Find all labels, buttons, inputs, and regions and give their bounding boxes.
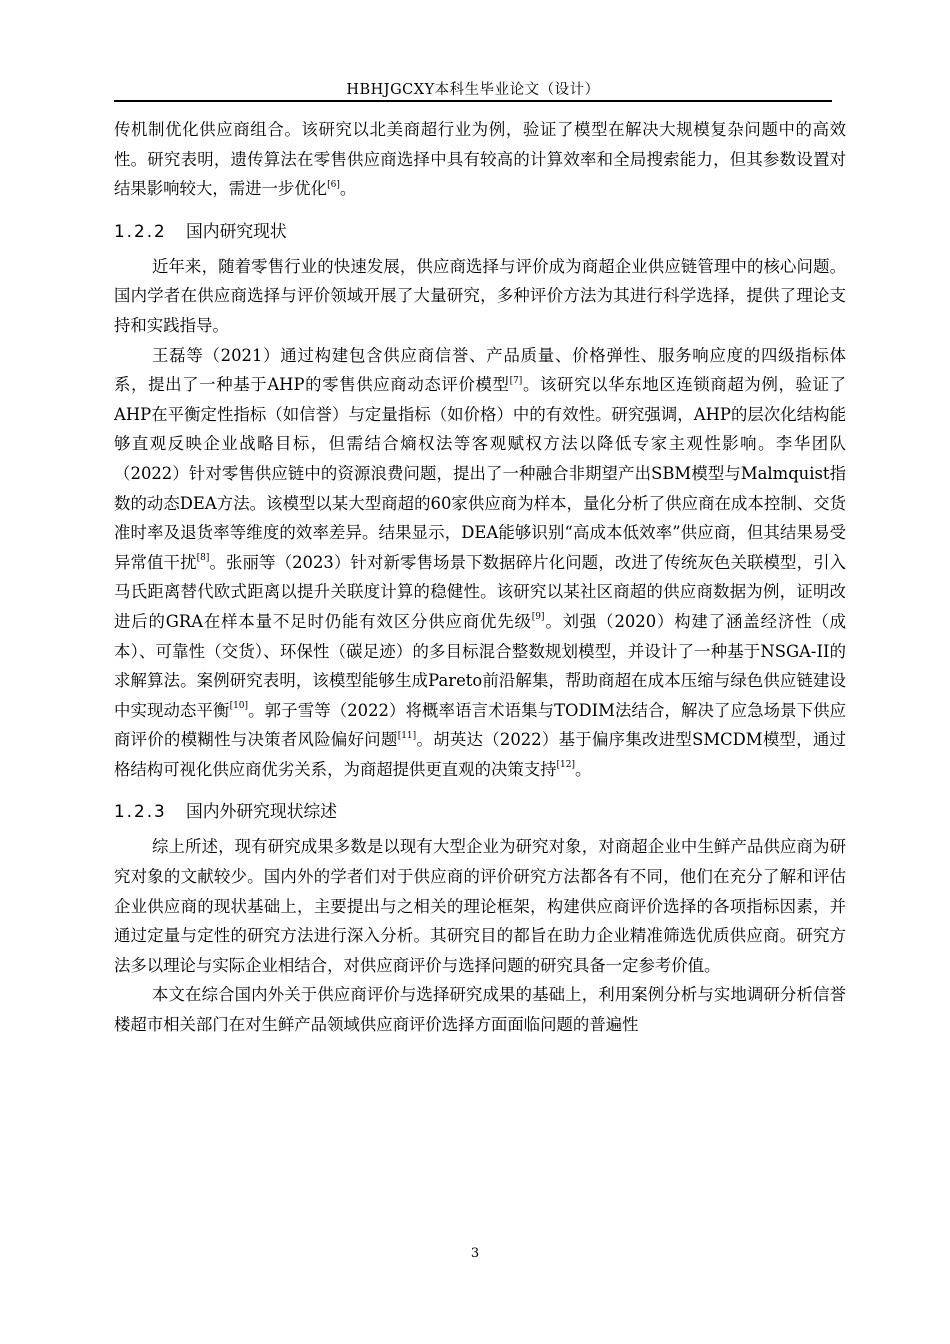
citation-marker: [8]: [196, 553, 210, 564]
paragraph-text: 本文在综合国内外关于供应商评价与选择研究成果的基础上，利用案例分析与实地调研分析信誉楼超市相关部门在对生鲜产品领域供应商评价选择方面面临问题的普遍性: [114, 985, 846, 1035]
body-paragraph: [114, 252, 846, 341]
citation-marker: [7]: [509, 375, 523, 386]
body-paragraph: [114, 832, 846, 980]
paragraph-text: 近年来，随着零售行业的快速发展，供应商选择与评价成为商超企业供应链管理中的核心问题。国内学者在供应商选择与评价领域开展了大量研究，多种评价方法为其进行科学选择，提供了理论支持和实践指导。: [114, 256, 846, 335]
section-heading: [114, 796, 846, 826]
paragraph-text: 。: [575, 759, 592, 779]
body-paragraph: [114, 115, 846, 204]
paragraph-text: 。: [339, 179, 357, 199]
page-number: 3: [470, 1246, 480, 1261]
paragraph-text: 。胡英达（2022）基于偏序集改进型SMCDM模型，通过格结构可视化供应商优劣关系，为商超提供更直观的决策支持: [114, 730, 846, 779]
citation-marker: [11]: [397, 730, 417, 741]
paragraph-text: 。该研究以华东地区连锁商超为例，验证了AHP在平衡定性指标（如信誉）与定量指标（如价格）中的有效性。研究强调，AHP的层次化结构能够直观反映企业战略目标，但需结合熵权法等客观赋权方法以降低专家主观性影响。李华团队（2022）针对零售供应链中的资源浪费问题，提出了一种融合非期望产出SBM模型与Malmquist指数的动态DEA方法。该模型以某大型商超的60家供应商为样本，量化分析了供应商在成本控制、交货准时率及退货率等维度的效率差异。结果显示，DEA能够识别“高成本低效率”供应商，但其结果易受异常值干扰: [114, 375, 846, 572]
section-heading: [114, 216, 846, 246]
paragraph-text: 王磊等（2021）通过构建包含供应商信誉、产品质量、价格弹性、服务响应度的四级指标体系，提出了一种基于AHP的零售供应商动态评价模型: [114, 345, 846, 395]
section-number: 1.2.3: [114, 801, 167, 822]
section-title: 国内外研究现状综述: [186, 801, 338, 822]
paragraph-text: 传机制优化供应商组合。该研究以北美商超行业为例，验证了模型在解决大规模复杂问题中的高效性。研究表明，遗传算法在零售供应商选择中具有较高的计算效率和全局搜索能力，但其参数设置对结果影响较大，需进一步优化: [114, 120, 846, 199]
running-header: HBHJGCXY本科生毕业论文（设计）: [346, 82, 600, 98]
section-title: 国内研究现状: [186, 220, 287, 241]
body-paragraph: [114, 341, 846, 785]
paragraph-text: 。张丽等（2023）针对新零售场景下数据碎片化问题，改进了传统灰色关联模型，引入马氏距离替代欧式距离以提升关联度计算的稳健性。该研究以某社区商超的供应商数据为例，证明改进后的GRA在样本量不足时仍能有效区分供应商优先级: [114, 552, 847, 631]
citation-marker: [12]: [556, 760, 576, 771]
citation-marker: [9]: [531, 612, 545, 623]
paragraph-text: 。郭子雪等（2022）将概率语言术语集与TODIM法结合，解决了应急场景下供应商评价的模糊性与决策者风险偏好问题: [114, 700, 847, 750]
citation-marker: [10]: [229, 701, 249, 712]
section-number: 1.2.2: [114, 220, 167, 241]
paragraph-text: 。刘强（2020）构建了涵盖经济性（成本）、可靠性（交货）、环保性（碳足迹）的多目标混合整数规划模型，并设计了一种基于NSGA-II的求解算法。案例研究表明，该模型能够生成Pareto前沿解集，帮助商超在成本压缩与绿色供应链建设中实现动态平衡: [114, 611, 846, 720]
citation-marker: [6]: [327, 179, 340, 190]
header-rule: [114, 100, 832, 102]
paragraph-text: 综上所述，现有研究成果多数是以现有大型企业为研究对象，对商超企业中生鲜产品供应商为研究对象的文献较少。国内外的学者们对于供应商的评价研究方法都各有不同，他们在充分了解和评估企业供应商的现状基础上，主要提出与之相关的理论框架，构建供应商评价选择的各项指标因素，并通过定量与定性的研究方法进行深入分析。其研究目的都旨在助力企业精准筛选优质供应商。研究方法多以理论与实际企业相结合，对供应商评价与选择问题的研究具备一定参考价值。: [114, 837, 846, 975]
page-body: [114, 115, 846, 1040]
body-paragraph: [114, 980, 846, 1039]
